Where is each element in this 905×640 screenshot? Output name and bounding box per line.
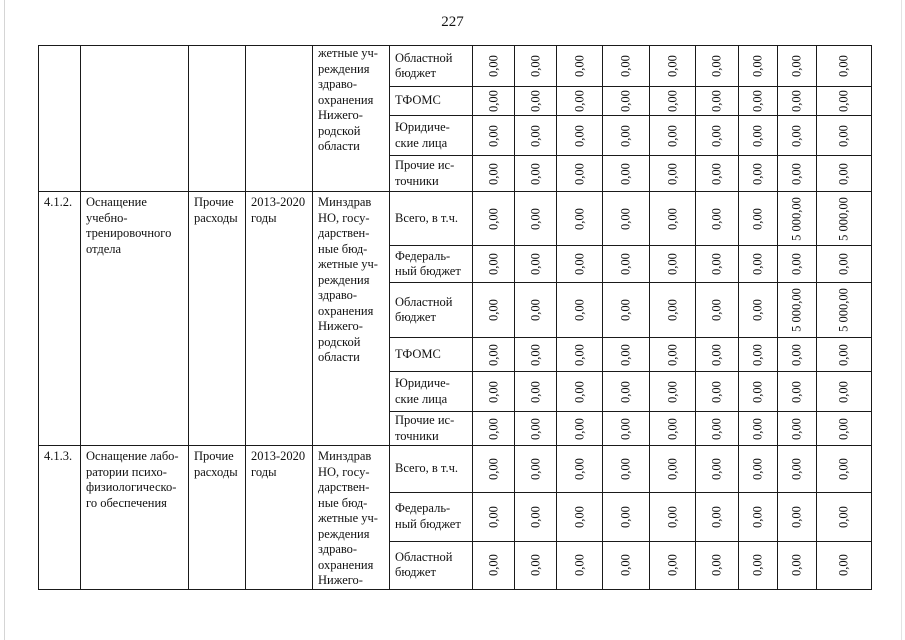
cell-amount — [557, 116, 603, 156]
cell-amount — [739, 372, 778, 412]
amount-value: 0,00 — [664, 380, 679, 403]
amount-value: 0,00 — [709, 343, 724, 366]
cell-amount — [603, 492, 650, 541]
cell-amount — [603, 192, 650, 246]
cell-funding-source: Прочие ис- точники — [390, 156, 473, 192]
cell-amount — [557, 246, 603, 283]
amount-value: 0,00 — [618, 380, 633, 403]
cell-funding-source: Федераль- ный бюджет — [390, 246, 473, 283]
cell-amount — [557, 446, 603, 493]
cell-amount — [603, 541, 650, 589]
cell-amount — [650, 372, 696, 412]
amount-value: 0,00 — [571, 417, 586, 440]
amount-value: 0,00 — [527, 162, 542, 185]
cell-number — [39, 46, 81, 192]
amount-value: 0,00 — [750, 162, 765, 185]
cell-amount — [739, 192, 778, 246]
amount-value: 0,00 — [709, 380, 724, 403]
amount-value: 0,00 — [750, 124, 765, 147]
cell-amount — [515, 156, 557, 192]
cell-amount — [696, 246, 739, 283]
amount-value: 0,00 — [836, 417, 851, 440]
amount-value: 0,00 — [836, 162, 851, 185]
cell-amount — [696, 372, 739, 412]
amount-value: 0,00 — [527, 457, 542, 480]
cell-amount — [603, 156, 650, 192]
cell-amount — [650, 446, 696, 493]
cell-period: 2013-2020 годы — [246, 446, 313, 590]
amount-value: 0,00 — [485, 253, 500, 275]
cell-amount — [557, 338, 603, 372]
cell-number: 4.1.3. — [39, 446, 81, 590]
amount-value: 0,00 — [664, 162, 679, 185]
cell-funding-source: Юридиче- ские лица — [390, 116, 473, 156]
amount-value: 0,00 — [664, 343, 679, 366]
cell-amount — [473, 541, 515, 589]
cell-amount — [557, 283, 603, 338]
amount-value: 0,00 — [750, 207, 765, 230]
cell-amount — [696, 446, 739, 493]
amount-value: 0,00 — [789, 253, 804, 275]
cell-amount — [650, 156, 696, 192]
cell-funding-source: ТФОМС — [390, 87, 473, 116]
amount-value: 0,00 — [571, 162, 586, 185]
cell-expense-type — [189, 46, 246, 192]
cell-amount — [696, 492, 739, 541]
amount-value: 0,00 — [789, 417, 804, 440]
page-number: 227 — [441, 14, 464, 30]
amount-value: 0,00 — [836, 343, 851, 366]
cell-executor: жетные уч- реждения здраво- охранения Нижего- родской области — [313, 46, 390, 192]
amount-value: 0,00 — [527, 55, 542, 77]
amount-value: 0,00 — [789, 55, 804, 77]
cell-amount — [473, 87, 515, 116]
amount-value: 0,00 — [664, 253, 679, 275]
cell-amount — [696, 283, 739, 338]
cell-amount — [817, 156, 872, 192]
amount-value: 0,00 — [709, 505, 724, 528]
amount-value: 0,00 — [485, 90, 500, 112]
cell-amount — [603, 283, 650, 338]
cell-amount — [473, 46, 515, 87]
cell-amount — [778, 156, 817, 192]
cell-amount — [650, 541, 696, 589]
cell-amount — [557, 156, 603, 192]
cell-amount — [603, 446, 650, 493]
cell-amount — [473, 372, 515, 412]
amount-value: 5 000,00 — [789, 196, 804, 241]
cell-amount — [696, 192, 739, 246]
amount-value: 0,00 — [750, 505, 765, 528]
cell-amount — [778, 492, 817, 541]
cell-funding-source: Прочие ис- точники — [390, 412, 473, 446]
cell-amount — [739, 116, 778, 156]
amount-value: 5 000,00 — [836, 288, 851, 332]
cell-amount — [817, 492, 872, 541]
amount-value: 0,00 — [618, 90, 633, 112]
amount-value: 0,00 — [571, 554, 586, 576]
amount-value: 0,00 — [789, 90, 804, 112]
cell-amount — [515, 116, 557, 156]
cell-amount — [817, 412, 872, 446]
cell-amount — [778, 116, 817, 156]
amount-value: 0,00 — [571, 380, 586, 403]
amount-value: 0,00 — [664, 55, 679, 77]
amount-value: 0,00 — [750, 457, 765, 480]
cell-amount — [557, 492, 603, 541]
cell-amount — [778, 372, 817, 412]
cell-expense-type: Прочие расходы — [189, 192, 246, 446]
cell-amount — [515, 46, 557, 87]
amount-value: 0,00 — [709, 253, 724, 275]
amount-value: 0,00 — [527, 417, 542, 440]
cell-amount — [778, 338, 817, 372]
amount-value: 0,00 — [618, 207, 633, 230]
cell-amount — [473, 246, 515, 283]
amount-value: 0,00 — [527, 505, 542, 528]
table-row — [39, 46, 872, 87]
cell-amount — [473, 446, 515, 493]
amount-value: 0,00 — [485, 343, 500, 366]
amount-value: 0,00 — [485, 417, 500, 440]
cell-amount — [817, 192, 872, 246]
cell-amount — [739, 156, 778, 192]
cell-funding-source: ТФОМС — [390, 338, 473, 372]
cell-amount — [696, 412, 739, 446]
cell-amount — [739, 87, 778, 116]
amount-value: 0,00 — [527, 124, 542, 147]
amount-value: 0,00 — [664, 457, 679, 480]
cell-amount — [515, 246, 557, 283]
cell-amount — [557, 46, 603, 87]
amount-value: 0,00 — [750, 299, 765, 321]
cell-amount — [650, 192, 696, 246]
amount-value: 0,00 — [485, 124, 500, 147]
amount-value: 0,00 — [571, 90, 586, 112]
amount-value: 0,00 — [789, 554, 804, 576]
scan-edge-right — [901, 0, 902, 640]
cell-amount — [515, 446, 557, 493]
amount-value: 5 000,00 — [836, 196, 851, 241]
amount-value: 0,00 — [836, 554, 851, 576]
amount-value: 0,00 — [836, 124, 851, 147]
cell-amount — [817, 541, 872, 589]
cell-number: 4.1.2. — [39, 192, 81, 446]
cell-amount — [778, 87, 817, 116]
amount-value: 0,00 — [709, 299, 724, 321]
amount-value: 0,00 — [709, 162, 724, 185]
cell-amount — [650, 46, 696, 87]
amount-value: 0,00 — [836, 380, 851, 403]
cell-amount — [778, 192, 817, 246]
amount-value: 0,00 — [789, 457, 804, 480]
cell-amount — [739, 541, 778, 589]
cell-amount — [817, 87, 872, 116]
amount-value: 0,00 — [750, 380, 765, 403]
amount-value: 0,00 — [571, 253, 586, 275]
cell-amount — [515, 412, 557, 446]
table-row — [39, 192, 872, 246]
amount-value: 0,00 — [527, 253, 542, 275]
cell-amount — [603, 46, 650, 87]
amount-value: 0,00 — [618, 124, 633, 147]
amount-value: 0,00 — [527, 207, 542, 230]
cell-funding-source: Всего, в т.ч. — [390, 192, 473, 246]
cell-period — [246, 46, 313, 192]
amount-value: 0,00 — [527, 343, 542, 366]
cell-funding-source: Всего, в т.ч. — [390, 446, 473, 493]
amount-value: 0,00 — [485, 380, 500, 403]
cell-funding-source: Федераль- ный бюджет — [390, 492, 473, 541]
cell-amount — [739, 283, 778, 338]
cell-period: 2013-2020 годы — [246, 192, 313, 446]
cell-executor: Минздрав НО, госу- дарствен- ные бюд- жетные уч- реждения здраво- охранения Нижего- — [313, 446, 390, 590]
cell-amount — [778, 446, 817, 493]
cell-amount — [603, 87, 650, 116]
cell-amount — [603, 338, 650, 372]
cell-amount — [515, 283, 557, 338]
cell-amount — [739, 338, 778, 372]
cell-amount — [473, 192, 515, 246]
amount-value: 0,00 — [571, 55, 586, 77]
amount-value: 0,00 — [527, 299, 542, 321]
amount-value: 0,00 — [527, 380, 542, 403]
amount-value: 0,00 — [709, 417, 724, 440]
amount-value: 0,00 — [789, 162, 804, 185]
amount-value: 0,00 — [750, 253, 765, 275]
budget-table — [38, 45, 872, 590]
cell-amount — [603, 412, 650, 446]
amount-value: 0,00 — [664, 207, 679, 230]
amount-value: 0,00 — [485, 162, 500, 185]
cell-amount — [515, 492, 557, 541]
cell-amount — [739, 446, 778, 493]
table-body — [39, 46, 872, 590]
cell-amount — [696, 87, 739, 116]
amount-value: 0,00 — [618, 253, 633, 275]
cell-funding-source: Областной бюджет — [390, 283, 473, 338]
cell-amount — [603, 372, 650, 412]
amount-value: 0,00 — [664, 417, 679, 440]
cell-amount — [515, 192, 557, 246]
amount-value: 0,00 — [836, 505, 851, 528]
cell-amount — [696, 541, 739, 589]
amount-value: 0,00 — [789, 505, 804, 528]
cell-expense-type: Прочие расходы — [189, 446, 246, 590]
cell-amount — [515, 541, 557, 589]
cell-amount — [473, 116, 515, 156]
cell-amount — [778, 246, 817, 283]
amount-value: 0,00 — [618, 162, 633, 185]
cell-amount — [650, 338, 696, 372]
cell-amount — [603, 246, 650, 283]
cell-amount — [778, 541, 817, 589]
cell-amount — [557, 541, 603, 589]
amount-value: 0,00 — [527, 90, 542, 112]
cell-amount — [650, 492, 696, 541]
cell-amount — [817, 46, 872, 87]
cell-amount — [817, 246, 872, 283]
cell-amount — [739, 46, 778, 87]
cell-funding-source: Юридиче- ские лица — [390, 372, 473, 412]
cell-amount — [473, 492, 515, 541]
amount-value: 0,00 — [789, 124, 804, 147]
amount-value: 0,00 — [664, 554, 679, 576]
amount-value: 0,00 — [527, 554, 542, 576]
table-row — [39, 446, 872, 493]
amount-value: 0,00 — [618, 343, 633, 366]
amount-value: 0,00 — [618, 505, 633, 528]
cell-executor: Минздрав НО, госу- дарствен- ные бюд- жетные уч- реждения здраво- охранения Нижего- родской области — [313, 192, 390, 446]
cell-amount — [778, 283, 817, 338]
amount-value: 0,00 — [485, 457, 500, 480]
cell-amount — [650, 116, 696, 156]
amount-value: 0,00 — [485, 55, 500, 77]
amount-value: 0,00 — [618, 55, 633, 77]
cell-amount — [603, 116, 650, 156]
cell-funding-source: Областной бюджет — [390, 46, 473, 87]
amount-value: 0,00 — [750, 554, 765, 576]
amount-value: 0,00 — [618, 554, 633, 576]
amount-value: 0,00 — [485, 299, 500, 321]
cell-amount — [696, 338, 739, 372]
cell-amount — [817, 372, 872, 412]
cell-amount — [515, 372, 557, 412]
amount-value: 5 000,00 — [789, 288, 804, 332]
cell-amount — [557, 87, 603, 116]
amount-value: 0,00 — [664, 90, 679, 112]
amount-value: 0,00 — [709, 457, 724, 480]
cell-amount — [557, 192, 603, 246]
amount-value: 0,00 — [664, 505, 679, 528]
cell-amount — [739, 246, 778, 283]
cell-amount — [473, 338, 515, 372]
cell-amount — [778, 46, 817, 87]
cell-activity-name — [81, 46, 189, 192]
amount-value: 0,00 — [709, 124, 724, 147]
cell-amount — [515, 338, 557, 372]
amount-value: 0,00 — [571, 124, 586, 147]
cell-amount — [817, 116, 872, 156]
amount-value: 0,00 — [618, 457, 633, 480]
amount-value: 0,00 — [664, 299, 679, 321]
amount-value: 0,00 — [836, 253, 851, 275]
amount-value: 0,00 — [750, 90, 765, 112]
cell-amount — [473, 283, 515, 338]
amount-value: 0,00 — [750, 343, 765, 366]
amount-value: 0,00 — [485, 207, 500, 230]
amount-value: 0,00 — [750, 417, 765, 440]
cell-amount — [696, 156, 739, 192]
amount-value: 0,00 — [709, 207, 724, 230]
cell-amount — [515, 87, 557, 116]
cell-amount — [817, 338, 872, 372]
amount-value: 0,00 — [571, 505, 586, 528]
amount-value: 0,00 — [485, 505, 500, 528]
cell-funding-source: Областной бюджет — [390, 541, 473, 589]
cell-amount — [817, 283, 872, 338]
cell-amount — [650, 87, 696, 116]
cell-amount — [696, 46, 739, 87]
amount-value: 0,00 — [664, 124, 679, 147]
cell-activity-name: Оснащение учебно- тренировочного отдела — [81, 192, 189, 446]
cell-amount — [696, 116, 739, 156]
amount-value: 0,00 — [836, 90, 851, 112]
amount-value: 0,00 — [709, 55, 724, 77]
amount-value: 0,00 — [571, 457, 586, 480]
cell-amount — [739, 412, 778, 446]
cell-amount — [557, 412, 603, 446]
amount-value: 0,00 — [618, 299, 633, 321]
cell-amount — [650, 412, 696, 446]
amount-value: 0,00 — [485, 554, 500, 576]
amount-value: 0,00 — [571, 299, 586, 321]
amount-value: 0,00 — [789, 380, 804, 403]
cell-amount — [739, 492, 778, 541]
scan-edge-left — [4, 0, 5, 640]
cell-amount — [473, 156, 515, 192]
cell-amount — [473, 412, 515, 446]
amount-value: 0,00 — [571, 343, 586, 366]
amount-value: 0,00 — [571, 207, 586, 230]
cell-amount — [650, 283, 696, 338]
cell-amount — [817, 446, 872, 493]
amount-value: 0,00 — [750, 55, 765, 77]
cell-amount — [557, 372, 603, 412]
cell-amount — [650, 246, 696, 283]
amount-value: 0,00 — [789, 343, 804, 366]
cell-activity-name: Оснащение лабо- ратории психо- физиологическо- го обеспечения — [81, 446, 189, 590]
amount-value: 0,00 — [836, 55, 851, 77]
amount-value: 0,00 — [836, 457, 851, 480]
amount-value: 0,00 — [709, 554, 724, 576]
amount-value: 0,00 — [618, 417, 633, 440]
amount-value: 0,00 — [709, 90, 724, 112]
cell-amount — [778, 412, 817, 446]
